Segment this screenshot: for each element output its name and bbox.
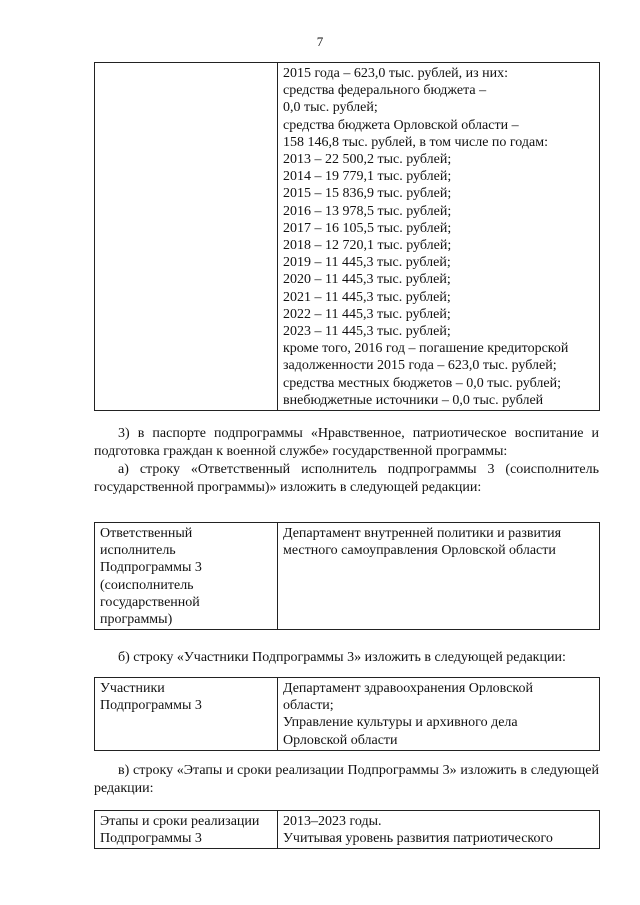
cell-line: Орловской области — [283, 732, 398, 748]
cell-line: Департамент здравоохранения Орловской — [283, 681, 534, 696]
cell-line: 158 146,8 тыс. рублей, в том числе по годам: — [283, 134, 548, 150]
stages-value — [278, 811, 600, 849]
cell-line: Подпрограммы 3 — [100, 698, 202, 714]
cell-line: программы) — [100, 612, 173, 628]
cell-line: 2023 – 11 445,3 тыс. рублей; — [283, 324, 451, 340]
responsible-executor-value — [278, 523, 600, 630]
cell-line: средства бюджета Орловской области – — [283, 117, 519, 133]
funding-table-left-cell — [95, 63, 278, 411]
cell-line: 2018 – 12 720,1 тыс. рублей; — [283, 238, 452, 254]
stages-label — [95, 811, 278, 849]
responsible-executor-table — [94, 522, 600, 630]
item3-point-a: а) строку «Ответственный исполнитель подпрограммы 3 (соисполнитель государственной программы)» изложить в следующей редакции: — [94, 462, 599, 495]
stages-table — [94, 810, 600, 849]
table-row — [95, 811, 600, 849]
funding-table-right-cell — [278, 63, 600, 411]
cell-line: 2019 – 11 445,3 тыс. рублей; — [283, 255, 451, 271]
cell-line: исполнитель — [100, 543, 176, 559]
cell-line: области; — [283, 698, 334, 714]
table-row — [95, 63, 600, 411]
cell-line: 0,0 тыс. рублей; — [283, 100, 378, 116]
cell-line: 2014 – 19 779,1 тыс. рублей; — [283, 169, 452, 185]
item3-intro: 3) в паспорте подпрограммы «Нравственное, патриотическое воспитание и подготовка граждан к военной службе» государственной программы: — [94, 426, 599, 459]
participants-value — [278, 678, 600, 751]
cell-line: государственной — [100, 594, 200, 610]
cell-line: средства местных бюджетов – 0,0 тыс. рублей; — [283, 375, 561, 391]
cell-line: 2020 – 11 445,3 тыс. рублей; — [283, 272, 451, 288]
participants-label — [95, 678, 278, 751]
cell-line: Управление культуры и архивного дела — [283, 715, 518, 731]
cell-line: Департамент внутренней политики и развития — [283, 526, 562, 541]
cell-line: 2016 – 13 978,5 тыс. рублей; — [283, 203, 452, 219]
table-row — [95, 678, 600, 751]
participants-table — [94, 677, 600, 751]
cell-line: Этапы и сроки реализации — [100, 814, 260, 829]
cell-line: средства федерального бюджета – — [283, 83, 487, 99]
cell-line: кроме того, 2016 год – погашение кредиторской — [283, 341, 569, 357]
item3-point-v: в) строку «Этапы и сроки реализации Подпрограммы 3» изложить в следующей редакции: — [94, 763, 599, 796]
cell-line: 2013 – 22 500,2 тыс. рублей; — [283, 152, 452, 168]
cell-line: 2021 – 11 445,3 тыс. рублей; — [283, 289, 451, 305]
cell-line: (соисполнитель — [100, 577, 194, 593]
funding-table — [94, 62, 600, 411]
cell-line: 2015 – 15 836,9 тыс. рублей; — [283, 186, 452, 202]
cell-line: 2022 – 11 445,3 тыс. рублей; — [283, 306, 451, 322]
item3-point-b: б) строку «Участники Подпрограммы 3» изложить в следующей редакции: — [118, 650, 566, 665]
cell-line: задолженности 2015 года – 623,0 тыс. рублей; — [283, 358, 557, 374]
table-row — [95, 523, 600, 630]
cell-line: Подпрограммы 3 — [100, 560, 202, 576]
cell-line: 2013–2023 годы. — [283, 814, 382, 829]
cell-line: Ответственный — [100, 526, 193, 541]
cell-line: Участники — [100, 681, 165, 696]
responsible-executor-label — [95, 523, 278, 630]
cell-line: 2017 – 16 105,5 тыс. рублей; — [283, 220, 452, 236]
cell-line: 2015 года – 623,0 тыс. рублей, из них: — [283, 66, 509, 81]
page-number: 7 — [316, 34, 324, 49]
cell-line: внебюджетные источники – 0,0 тыс. рублей — [283, 392, 544, 408]
cell-line: Подпрограммы 3 — [100, 831, 202, 847]
cell-line: местного самоуправления Орловской области — [283, 543, 556, 559]
cell-line: Учитывая уровень развития патриотического — [283, 831, 553, 847]
